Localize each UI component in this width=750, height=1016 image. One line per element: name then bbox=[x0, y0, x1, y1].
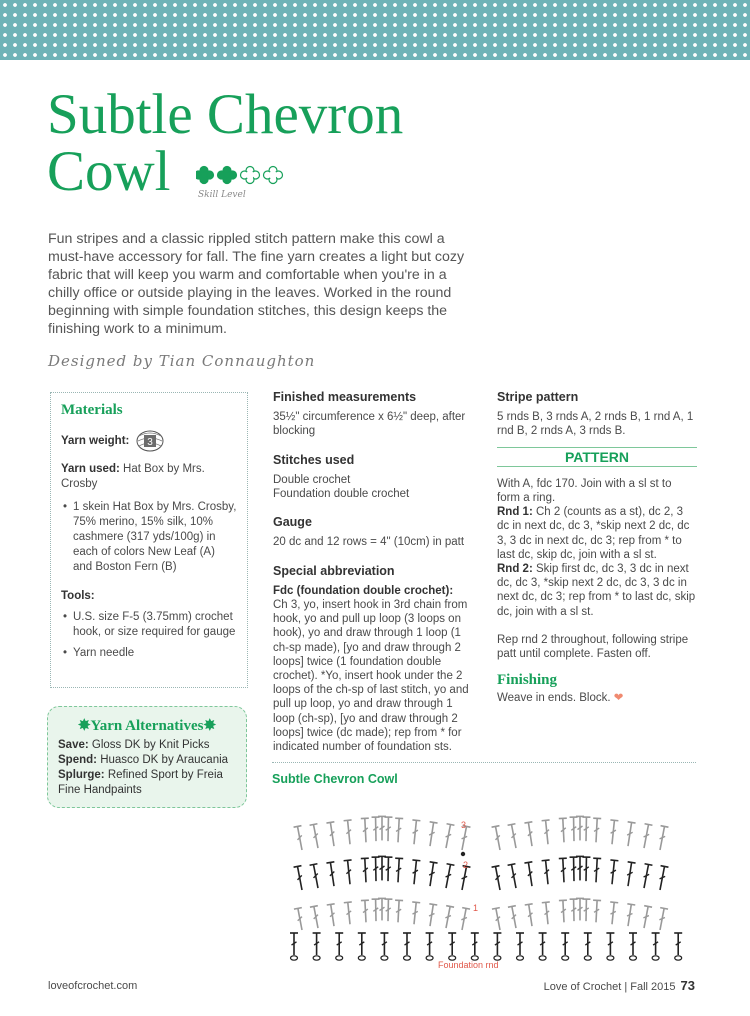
pattern-repeat: Rep rnd 2 throughout, following stripe patt until complete. Fasten off. bbox=[497, 633, 689, 661]
dc-symbol bbox=[394, 858, 403, 882]
dc-symbol bbox=[624, 822, 636, 847]
materials-heading: Materials bbox=[61, 402, 123, 418]
dc-symbol bbox=[624, 862, 636, 887]
dc-symbol bbox=[394, 900, 403, 922]
dc-symbol bbox=[384, 857, 392, 881]
alt-spend-value: Huasco DK by Araucania bbox=[100, 754, 229, 766]
dc-symbol bbox=[458, 908, 470, 931]
dc-symbol bbox=[640, 824, 652, 849]
chain-symbol bbox=[562, 956, 569, 960]
dc-symbol bbox=[592, 818, 601, 842]
dc-symbol bbox=[656, 826, 668, 851]
rnd2 bbox=[497, 562, 697, 619]
dc-symbol bbox=[608, 820, 618, 845]
footer-issue: Fall 2015 bbox=[630, 981, 676, 993]
designer-credit: Designed by Tian Connaughton bbox=[48, 352, 316, 370]
finished-text: 35½" circumference x 6½" deep, after blocking bbox=[273, 411, 466, 438]
dc-symbol bbox=[372, 899, 380, 921]
dc-symbol bbox=[410, 860, 420, 885]
flower-icon-filled bbox=[218, 167, 237, 184]
dc-symbol bbox=[674, 933, 682, 955]
dc-symbol bbox=[361, 900, 370, 922]
footer-magazine: Love of Crochet bbox=[543, 981, 622, 993]
alt-spend-label: Spend: bbox=[58, 754, 97, 766]
rnd2-text: Skip first dc, dc 3, 3 dc in next dc, dc 3, *skip next 2 dc, dc 3, 3 dc in next dc, dc 3; rep from * to last dc, skip dc, join with a sl st. bbox=[497, 563, 696, 618]
dc-symbol bbox=[426, 822, 438, 847]
rnd1 bbox=[497, 505, 697, 562]
chain-symbol bbox=[517, 956, 524, 960]
dc-symbol bbox=[372, 857, 380, 881]
dc-symbol bbox=[570, 857, 578, 881]
dc-symbol bbox=[559, 818, 568, 842]
dc-symbol bbox=[326, 862, 338, 887]
alt-save-label: Save: bbox=[58, 739, 89, 751]
dc-symbol bbox=[493, 933, 501, 955]
dc-symbol bbox=[656, 866, 668, 891]
dc-symbol bbox=[410, 820, 420, 845]
dc-symbol bbox=[624, 904, 635, 927]
dc-symbol bbox=[542, 860, 552, 885]
dc-symbol bbox=[410, 902, 420, 925]
special-body: Ch 3, yo, insert hook in 3rd chain from hook, yo and pull up loop (3 loops on hook), yo and draw through 1 loop (1 ch-sp made), [yo and draw through 2 loops] twice (1 foundation double crochet). *Yo, insert hook under the 2 loops of the ch-sp of last stitch, yo and pull up loop, yo and draw through 1 loop (ch-sp), [yo and draw through 2 loops] twice (dc made); rep from * for indicated number of foundation sts. bbox=[273, 599, 469, 754]
page-number: 73 bbox=[680, 978, 695, 993]
dc-symbol bbox=[508, 824, 520, 849]
dc-symbol bbox=[524, 862, 536, 887]
skill-level-icons bbox=[196, 164, 288, 186]
dc-symbol bbox=[640, 906, 652, 929]
finishing-heading: Finishing bbox=[497, 672, 558, 689]
dc-symbol bbox=[294, 908, 306, 931]
dc-symbol bbox=[426, 862, 438, 887]
dc-symbol bbox=[542, 820, 552, 845]
yarn-used bbox=[61, 462, 237, 492]
pattern-heading: PATTERN bbox=[497, 447, 697, 467]
finishing-body: Weave in ends. Block. bbox=[497, 692, 611, 705]
dc-symbol bbox=[561, 933, 569, 955]
dc-symbol bbox=[606, 933, 614, 955]
dc-symbol bbox=[426, 933, 434, 955]
gauge-text: 20 dc and 12 rows = 4" (10cm) in patt bbox=[273, 536, 465, 549]
tools-label: Tools: bbox=[61, 590, 95, 602]
dc-symbol bbox=[294, 866, 306, 891]
dc-symbol bbox=[361, 818, 370, 842]
dc-symbol bbox=[344, 860, 354, 885]
dc-symbol bbox=[559, 900, 568, 922]
join-dot bbox=[461, 852, 465, 856]
dc-symbol bbox=[582, 899, 590, 921]
alt-splurge-value: Refined Sport by Freia Fine Handpaints bbox=[58, 769, 223, 796]
dc-symbol bbox=[576, 898, 584, 920]
dc-symbol bbox=[640, 864, 652, 889]
stitch-diagram bbox=[270, 790, 700, 976]
dc-symbol bbox=[524, 822, 536, 847]
diagram-divider bbox=[272, 762, 696, 763]
chain-symbol bbox=[426, 956, 433, 960]
alt-splurge-label: Splurge: bbox=[58, 769, 105, 781]
chain-symbol bbox=[358, 956, 365, 960]
diagram-title: Subtle Chevron Cowl bbox=[272, 772, 398, 786]
intro-paragraph: Fun stripes and a classic rippled stitch pattern make this cowl a must-have accessory for fall. The fine yarn creates a light but cozy fabric that will keep you warm and comfortable when you're in a chilly office or outside playing in the leaves. Worked in the round beginning with simple foundation stitches, this design keeps the finishing work to a minimum. bbox=[48, 231, 465, 337]
dc-symbol bbox=[592, 900, 601, 922]
dc-symbol bbox=[492, 866, 504, 891]
chain-symbol bbox=[539, 956, 546, 960]
dc-symbol bbox=[582, 857, 590, 881]
dc-symbol bbox=[442, 864, 454, 889]
alt-splurge bbox=[58, 768, 236, 798]
yarn-alternatives-title: Yarn Alternatives bbox=[90, 718, 204, 734]
stripe-heading: Stripe pattern bbox=[497, 390, 579, 404]
special-term: Fdc (foundation double crochet): bbox=[273, 584, 454, 597]
chain-symbol bbox=[336, 956, 343, 960]
yarn-used-value: Hat Box by Mrs. Crosby bbox=[61, 463, 205, 490]
dc-symbol bbox=[576, 816, 584, 840]
dc-symbol bbox=[294, 826, 306, 851]
dc-symbol bbox=[656, 908, 668, 931]
dc-symbol bbox=[378, 816, 386, 840]
flower-icon-outline bbox=[241, 167, 260, 184]
tool-item: • Yarn needle bbox=[61, 646, 237, 661]
middle-column bbox=[273, 390, 473, 754]
dc-symbol bbox=[576, 856, 584, 880]
dc-symbol bbox=[344, 902, 354, 925]
yarn-weight-label: Yarn weight: bbox=[61, 434, 130, 447]
dc-symbol bbox=[559, 858, 568, 882]
dc-symbol bbox=[584, 933, 592, 955]
dc-symbol bbox=[327, 904, 338, 927]
pattern-intro: With A, fdc 170. Join with a sl st to form a ring. bbox=[497, 477, 672, 505]
chain-symbol bbox=[313, 956, 320, 960]
dc-symbol bbox=[358, 933, 366, 955]
stitch-item: Foundation double crochet bbox=[273, 488, 410, 501]
asterisk-icon: ✸ bbox=[203, 718, 217, 734]
yarn-used-label: Yarn used: bbox=[61, 463, 120, 475]
right-column bbox=[497, 390, 697, 706]
dc-symbol bbox=[372, 817, 380, 841]
dc-symbol bbox=[592, 858, 601, 882]
alt-save bbox=[58, 738, 236, 753]
dc-symbol bbox=[378, 898, 386, 920]
chain-symbol bbox=[652, 956, 659, 960]
rnd2-label: Rnd 2: bbox=[497, 563, 533, 576]
dc-symbol bbox=[570, 817, 578, 841]
dc-symbol bbox=[310, 824, 322, 849]
chain-symbol bbox=[404, 956, 411, 960]
tool-item: • U.S. size F-5 (3.75mm) crochet hook, or size required for gauge bbox=[61, 610, 237, 640]
dc-symbol bbox=[442, 906, 454, 929]
stitch-item: Double crochet bbox=[273, 473, 351, 486]
chain-symbol bbox=[607, 956, 614, 960]
yarn-alternatives-box bbox=[47, 706, 247, 808]
dc-symbol bbox=[542, 902, 552, 925]
dc-symbol bbox=[608, 902, 618, 925]
finished-heading: Finished measurements bbox=[273, 390, 417, 404]
finishing-text bbox=[497, 691, 697, 705]
dc-symbol bbox=[310, 906, 322, 929]
title-line-2: Cowl bbox=[47, 140, 171, 203]
dc-symbol bbox=[525, 904, 536, 927]
dc-symbol bbox=[335, 933, 343, 955]
dc-symbol bbox=[361, 858, 370, 882]
rnd1-text: Ch 2 (counts as a st), dc 2, 3 dc in next dc, dc 3, *skip next 2 dc, dc 3, 3 dc in next dc, dc 3; rep from * to last dc, skip dc, join with a sl st. bbox=[497, 506, 690, 561]
materials-box bbox=[50, 392, 248, 688]
dc-symbol bbox=[326, 822, 338, 847]
row-label-3: 3 bbox=[461, 820, 467, 830]
stitches-heading: Stitches used bbox=[273, 452, 355, 467]
row-label-1: 1 bbox=[473, 903, 479, 913]
dc-symbol bbox=[570, 899, 578, 921]
dc-symbol bbox=[426, 904, 437, 927]
asterisk-icon: ✸ bbox=[77, 718, 91, 734]
yarn-weight-row bbox=[61, 430, 237, 452]
footer-website: loveofcrochet.com bbox=[48, 980, 138, 992]
yarn-ball-icon bbox=[135, 430, 165, 452]
chain-symbol bbox=[675, 956, 682, 960]
dc-symbol bbox=[516, 933, 524, 955]
alt-save-value: Gloss DK by Knit Picks bbox=[91, 739, 210, 751]
dc-symbol bbox=[652, 933, 660, 955]
dc-symbol bbox=[492, 826, 504, 851]
yarn-alternatives-heading bbox=[58, 719, 236, 734]
special-text bbox=[273, 584, 473, 754]
alt-spend bbox=[58, 753, 236, 768]
dc-symbol bbox=[290, 933, 298, 955]
dc-symbol bbox=[629, 933, 637, 955]
stripe-text: 5 rnds B, 3 rnds A, 2 rnds B, 1 rnd A, 1 rnd B, 2 rnds A, 3 rnds B. bbox=[497, 411, 694, 438]
gauge-heading: Gauge bbox=[273, 515, 312, 530]
dc-symbol bbox=[492, 908, 504, 931]
dc-symbol bbox=[448, 933, 456, 955]
dc-symbol bbox=[608, 860, 618, 885]
yarn-detail: • 1 skein Hat Box by Mrs. Crosby, 75% merino, 15% silk, 10% cashmere (317 yds/100g) in each of colors New Leaf (A) and Boston Fern (B) bbox=[61, 500, 237, 575]
rnd1-label: Rnd 1: bbox=[497, 506, 533, 519]
skill-level-label: Skill Level bbox=[198, 190, 246, 200]
dc-symbol bbox=[313, 933, 321, 955]
flower-icon-filled bbox=[196, 167, 214, 184]
dc-symbol bbox=[310, 864, 322, 889]
yarn-weight-number: 3 bbox=[147, 437, 154, 448]
dc-symbol bbox=[508, 864, 520, 889]
footer-publication: Love of Crochet | Fall 2015 73 bbox=[543, 978, 695, 993]
dc-symbol bbox=[508, 906, 520, 929]
dc-symbol bbox=[384, 817, 392, 841]
title-line-1: Subtle Chevron bbox=[47, 83, 404, 146]
dc-symbol bbox=[471, 933, 479, 955]
flower-icon-outline bbox=[264, 167, 283, 184]
dotted-header-band bbox=[0, 0, 750, 60]
chain-symbol bbox=[584, 956, 591, 960]
heart-icon: ❤ bbox=[613, 692, 624, 705]
dc-symbol bbox=[539, 933, 547, 955]
special-heading: Special abbreviation bbox=[273, 563, 395, 578]
dc-symbol bbox=[378, 856, 386, 880]
dc-symbol bbox=[380, 933, 388, 955]
row-label-2: 2 bbox=[463, 860, 469, 870]
chain-symbol bbox=[381, 956, 388, 960]
stitch-symbols bbox=[290, 816, 682, 960]
dc-symbol bbox=[344, 820, 354, 845]
dc-symbol bbox=[394, 818, 403, 842]
chain-symbol bbox=[291, 956, 298, 960]
dc-symbol bbox=[582, 817, 590, 841]
dc-symbol bbox=[442, 824, 454, 849]
chain-symbol bbox=[630, 956, 637, 960]
foundation-label: Foundation rnd bbox=[438, 960, 499, 970]
dc-symbol bbox=[403, 933, 411, 955]
dc-symbol bbox=[384, 899, 392, 921]
